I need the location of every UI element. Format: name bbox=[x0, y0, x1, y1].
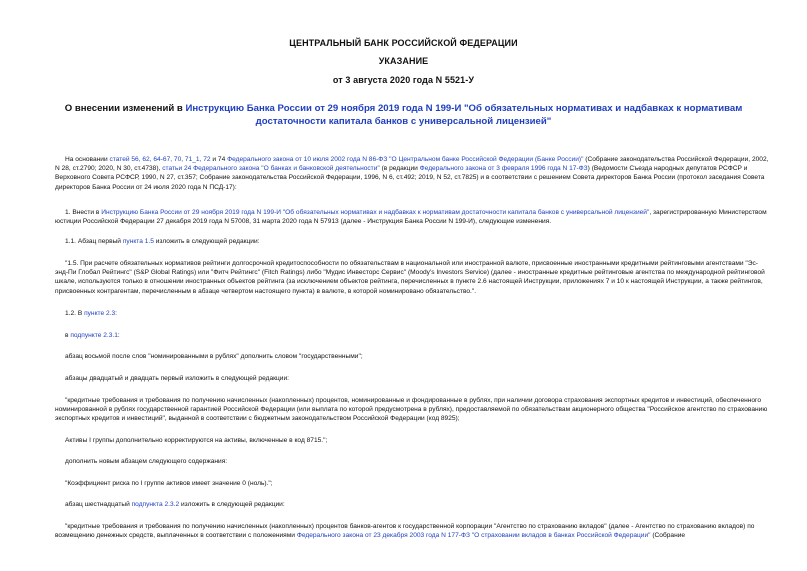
paragraph-sixteenth-amendment bbox=[65, 500, 285, 509]
paragraph-eighth-amendment: абзац восьмой после слов "номинированными в рублях" дополнить словом "государственными"; bbox=[65, 353, 363, 360]
quote-agents-text-1: "кредитные требования и требования по получению начисленных (накопленных) процентов банков-агентов к государственной корпорации "Агентство по страхованию вкладов" (далее - Агентство по страхованию вкладов) по возмещению денежных средств, выплаченных в соответствии с положениями bbox=[55, 523, 755, 540]
item-1-1-text-1: 1.1. Абзац первый bbox=[65, 238, 123, 245]
assets-adjustment-line: Активы I группы дополнительно корректируются на активы, включенные в код 8715."; bbox=[65, 437, 328, 444]
item-1-1-paragraph bbox=[65, 237, 259, 246]
preamble-paragraph bbox=[55, 155, 769, 192]
item-1-text-1: 1. Внести в bbox=[65, 209, 102, 216]
para-16-text-2: изложить в следующей редакции: bbox=[179, 501, 285, 508]
title-prefix: О внесении изменений в bbox=[64, 103, 186, 114]
quote-1-5-paragraph: "1.5. При расчете обязательных нормативов рейтинги долгосрочной кредитоспособности по обязательствам в национальной или иностранной валюте, присвоенные иностранными кредитными рейтинговыми агентствами "Эс-энд-Пи Глобал Рейтингс" (S&P Global Ratings) или "Фитч Рейтингс" (Fitch Ratings) либо "Мудис Инвесторс Сервис" (Moody's Investors Service) (далее - иностранные кредитные рейтинговые агентства по международной рейтинговой шкале, используются только в отношении иностранных объектов рейтинга (за исключением объектов рейтинга, перечисленных в пункте 2.6 настоящей Инструкции, приложениях 7 и 10 к настоящей Инструкции, а также рейтингов, присвоенных контрагентам, перечисленным в абзаце четвертом настоящего пункта) в валюте, в которой номинировано обязательство.". bbox=[55, 260, 765, 295]
quote-agents-law-177fz-link[interactable]: Федерального закона от 23 декабря 2003 года N 177-ФЗ "О страховании вкладов в банках Российской Федерации" bbox=[296, 532, 651, 540]
preamble-text-4: (в редакции bbox=[379, 165, 420, 173]
issuer-heading: ЦЕНТРАЛЬНЫЙ БАНК РОССИЙСКОЙ ФЕДЕРАЦИИ bbox=[289, 38, 518, 48]
item-1-instruction-link[interactable]: Инструкцию Банка России от 29 ноября 2019 года N 199-И "Об обязательных нормативах и надбавках к нормативам достаточности капитала банков с универсальной лицензией" bbox=[101, 209, 650, 216]
new-paragraph-instruction: дополнить новым абзацем следующего содержания: bbox=[65, 458, 228, 465]
quote-bank-agents-paragraph bbox=[55, 522, 769, 540]
preamble-text-3: (Собрание законодательства Российской Федерации, 2002, N 28, ст.2790; 2020, N 30, ст.4738), bbox=[55, 156, 769, 173]
preamble-link-law-17fz[interactable]: Федерального закона от 3 февраля 1996 года N 17-ФЗ bbox=[419, 165, 588, 173]
quote-agents-text-2: (Собрание bbox=[650, 532, 686, 540]
document-title bbox=[40, 102, 767, 128]
item-1-paragraph bbox=[55, 208, 769, 226]
subitem-2-3-1-text-1: в bbox=[65, 332, 71, 339]
preamble-link-article-24[interactable]: статьи 24 Федерального закона "О банках и банковской деятельности" bbox=[162, 165, 380, 173]
subitem-2-3-1-text-2: : bbox=[117, 332, 120, 339]
item-1-1-text-2: изложить в следующей редакции: bbox=[153, 238, 260, 245]
item-1-2-text-2: : bbox=[115, 310, 117, 317]
paragraph-twentieth-amendment: абзацы двадцатый и двадцать первый изложить в следующей редакции: bbox=[65, 375, 289, 382]
preamble-link-articles[interactable]: статей 56, 62, 64-67, 70, 71_1, 72 bbox=[109, 156, 211, 163]
item-1-2-text-1: 1.2. В bbox=[65, 310, 85, 317]
item-1-text-2: , зарегистрированную Министерством юстиции Российской Федерации 27 декабря 2019 года N 57008, 31 марта 2020 года N 57913 (далее - Инструкция Банка России N 199-И), следующие изменения. bbox=[55, 209, 767, 226]
preamble-text-5: ) (Ведомости Съезда народных депутатов РСФСР и Верховного Совета РСФСР, 1990, N 27, ст.357; Собрание законодательства Российской Федерации, 1996, N 6, ст.492; 2019, N 52, ст.7825) и в соответствии с решением Совета директоров Банка России (протокол заседания Совета директоров Банка России от 24 июля 2020 года N ПСД-17): bbox=[55, 165, 765, 191]
item-1-2-paragraph bbox=[65, 309, 117, 318]
risk-coefficient-line: "Коэффициент риска по I группе активов имеет значение 0 (ноль)."; bbox=[65, 480, 273, 487]
preamble-text-1: На основании bbox=[65, 156, 110, 163]
item-1-1-link-1-5[interactable]: пункта 1.5 bbox=[122, 238, 154, 245]
quote-credit-claims-paragraph: "кредитные требования и требования по получению начисленных (накопленных) процентов, номинированные и фондированные в рублях, при наличии договора страхования экспортных кредитов и инвестиций, обеспеченного номинированной в рублях государственной гарантией Российской Федерации (или выплата по которой предусмотрена в рублях), предоставляемой по обязательствам акционерного общества "Российское агентство по страхованию экспортных кредитов и инвестиций", выданной в соответствии с бюджетным законодательством Российской Федерации (код 8925); bbox=[55, 397, 768, 423]
para-16-text-1: абзац шестнадцатый bbox=[65, 501, 132, 508]
subitem-2-3-1-paragraph bbox=[65, 331, 120, 340]
preamble-link-law-86fz[interactable]: Федерального закона от 10 июля 2002 года N 86-ФЗ "О Центральном банке Российской Федерации (Банке России)" bbox=[227, 156, 584, 163]
document-type-heading: УКАЗАНИЕ bbox=[378, 56, 429, 66]
para-16-link-2-3-2[interactable]: подпункта 2.3.2 bbox=[131, 501, 180, 508]
item-1-2-link-2-3[interactable]: пункте 2.3 bbox=[84, 310, 116, 317]
subitem-2-3-1-link[interactable]: подпункте 2.3.1 bbox=[70, 332, 118, 339]
preamble-text-2: и 74 bbox=[210, 156, 228, 163]
document-date-number: от 3 августа 2020 года N 5521-У bbox=[332, 75, 475, 85]
title-instruction-link[interactable]: Инструкцию Банка России от 29 ноября 2019 года N 199-И "Об обязательных нормативах и надбавках к нормативам достаточности капитала банков с универсальной лицензией" bbox=[185, 103, 743, 127]
